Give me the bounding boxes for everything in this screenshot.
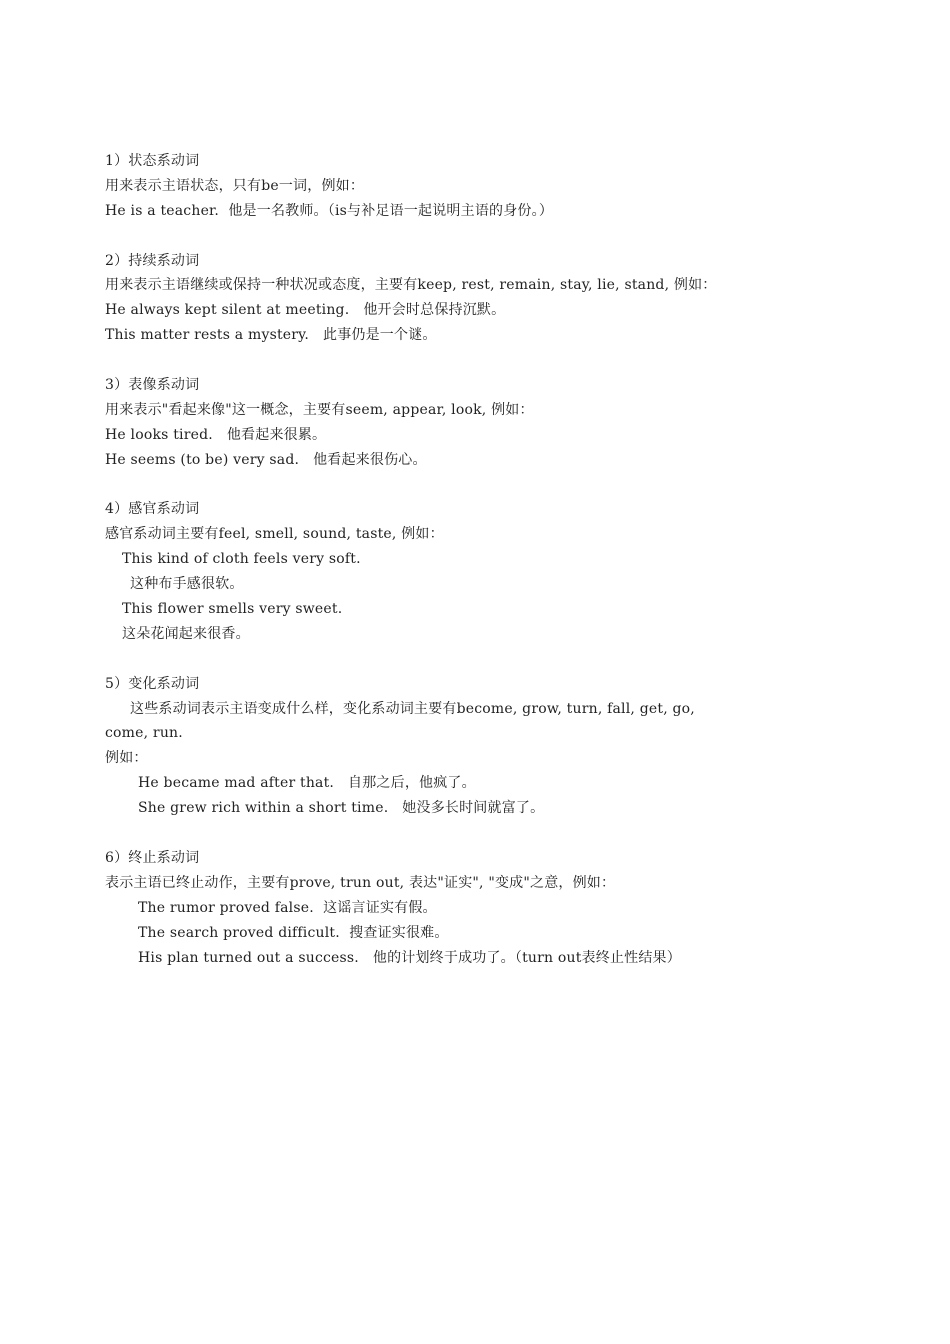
section-gap: [105, 224, 865, 249]
section-heading: 2）持续系动词: [105, 252, 200, 269]
section-text: come, run.: [105, 725, 183, 742]
example-sentence: This flower smells very sweet.: [122, 601, 343, 618]
section-heading: 4）感官系动词: [105, 501, 200, 518]
example-sentence: He is a teacher. 他是一名教师。（is与补足语一起说明主语的身份。）: [105, 202, 554, 219]
example-sentence: His plan turned out a success. 他的计划终于成功了。（turn out表终止性结果）: [138, 949, 681, 966]
section-heading: 3）表像系动词: [105, 377, 200, 394]
example-sentence: He seems (to be) very sad. 他看起来很伤心。: [105, 451, 427, 468]
section-text: 这些系动词表示主语变成什么样，变化系动词主要有become, grow, turn, fall, get, go,: [130, 700, 695, 717]
section-text: 用来表示主语继续或保持一种状况或态度，主要有keep, rest, remain, stay, lie, stand, 例如：: [105, 277, 717, 294]
example-translation: 这种布手感很软。: [130, 576, 244, 593]
section-gap: [105, 647, 865, 672]
example-sentence: The search proved difficult. 搜查证实很难。: [138, 924, 449, 941]
example-sentence: He looks tired. 他看起来很累。: [105, 426, 327, 443]
example-sentence: She grew rich within a short time. 她没多长时间就富了。: [138, 800, 545, 817]
section-gap: [105, 348, 865, 373]
section-gap: [105, 821, 865, 846]
section-gap: [105, 473, 865, 498]
section-text: 感官系动词主要有feel, smell, sound, taste, 例如：: [105, 526, 444, 543]
section-heading: 1）状态系动词: [105, 153, 200, 169]
section-text: 表示主语已终止动作，主要有prove, trun out, 表达"证实", "变成"之意，例如：: [105, 874, 616, 891]
example-sentence: This matter rests a mystery. 此事仍是一个谜。: [105, 327, 437, 344]
section-text: 用来表示"看起来像"这一概念，主要有seem, appear, look, 例如：: [105, 401, 534, 418]
example-sentence: This kind of cloth feels very soft.: [122, 551, 361, 568]
example-translation: 这朵花闻起来很香。: [122, 625, 250, 642]
document-page: [105, 149, 865, 970]
section-heading: 6）终止系动词: [105, 849, 200, 866]
section-text: 用来表示主语状态，只有be一词，例如：: [105, 177, 365, 194]
example-sentence: The rumor proved false. 这谣言证实有假。: [138, 899, 437, 916]
example-sentence: He became mad after that. 自那之后，他疯了。: [138, 775, 476, 792]
section-heading: 5）变化系动词: [105, 675, 200, 692]
section-text: 例如：: [105, 750, 148, 767]
example-sentence: He always kept silent at meeting. 他开会时总保持沉默。: [105, 302, 506, 319]
